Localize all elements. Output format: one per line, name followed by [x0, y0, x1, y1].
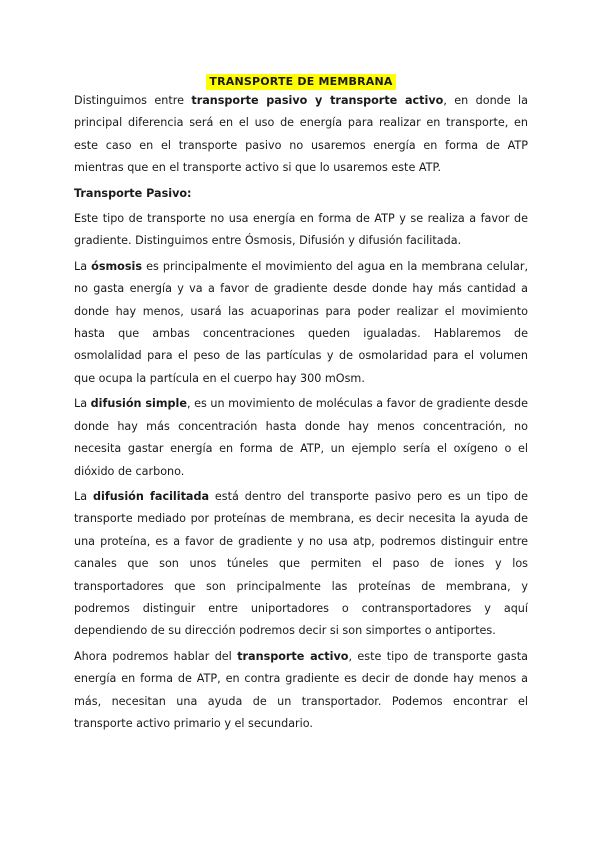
document-page — [74, 72, 528, 738]
intro-bold-term: transporte pasivo y transporte activo — [191, 94, 444, 107]
title-row — [74, 72, 528, 90]
difusion-simple-paragraph — [74, 393, 528, 483]
osmosis-text-1: La — [74, 259, 92, 273]
difusion-simple-text-2: , es un movimiento de moléculas a favor de gradiente desde donde hay más concentración hasta donde hay menos concentración, no necesita gastar energía en forma de ATP, un ejemplo sería el oxígeno o el dióxido de carbono. — [74, 397, 528, 478]
osmosis-bold-term: ósmosis — [91, 259, 143, 273]
difusion-facilitada-text-2: está dentro del transporte pasivo pero es un tipo de transporte mediado por proteínas de membrana, es decir necesita la ayuda de una proteína, es a favor de gradiente y no usa atp, podremos distinguir entre canales que son unos túneles que permiten el paso de iones y los transportadores que son principalmente las proteínas de membrana, y podremos distinguir entre uniportadores o contransportadores y aquí dependiendo de su dirección podremos decir si son simportes o antiportes. — [74, 489, 528, 638]
osmosis-text-2: es principalmente el movimiento del agua en la membrana celular, no gasta energía y va a favor de gradiente desde donde hay más cantidad a donde hay menos, usará las acuaporinas para poder realizar el movimiento hasta que ambas concentraciones queden igualadas. Hablaremos de osmolalidad para el peso de las partículas y de osmolaridad para el volumen que ocupa la partícula en el cuerpo hay 300 mOsm. — [74, 259, 528, 385]
activo-text-2: , este tipo de transporte gasta energía en forma de ATP, en contra gradiente es decir de donde hay menos a más, necesitan una ayuda de un transportador. Podemos encontrar el transporte activo primario y el secundario. — [74, 649, 528, 730]
difusion-simple-bold-term: difusión simple — [90, 397, 187, 411]
intro-text-1: Distinguimos entre — [74, 94, 192, 107]
pasivo-intro-paragraph: Este tipo de transporte no usa energía en forma de ATP y se realiza a favor de gradiente. Distinguimos entre Ósmosis, Difusión y difusión facilitada. — [74, 212, 528, 248]
difusion-facilitada-text-1: La — [74, 489, 93, 503]
activo-bold-term: transporte activo — [237, 649, 349, 663]
difusion-simple-text-1: La — [74, 397, 91, 411]
intro-paragraph — [74, 90, 528, 180]
activo-text-1: Ahora podremos hablar del — [74, 649, 238, 663]
intro-text-2: , en donde la principal diferencia será en el uso de energía para realizar en transporte, en este caso en el transporte pasivo no usaremos energía en forma de ATP mientras que en el transporte activo si que lo usaremos este ATP. — [74, 94, 529, 175]
osmosis-paragraph — [74, 256, 528, 390]
activo-paragraph — [74, 646, 528, 736]
document-title: TRANSPORTE DE MEMBRANA — [206, 74, 395, 90]
difusion-facilitada-paragraph — [74, 486, 528, 643]
pasivo-heading: Transporte Pasivo: — [74, 186, 192, 200]
difusion-facilitada-bold-term: difusión facilitada — [92, 489, 210, 503]
